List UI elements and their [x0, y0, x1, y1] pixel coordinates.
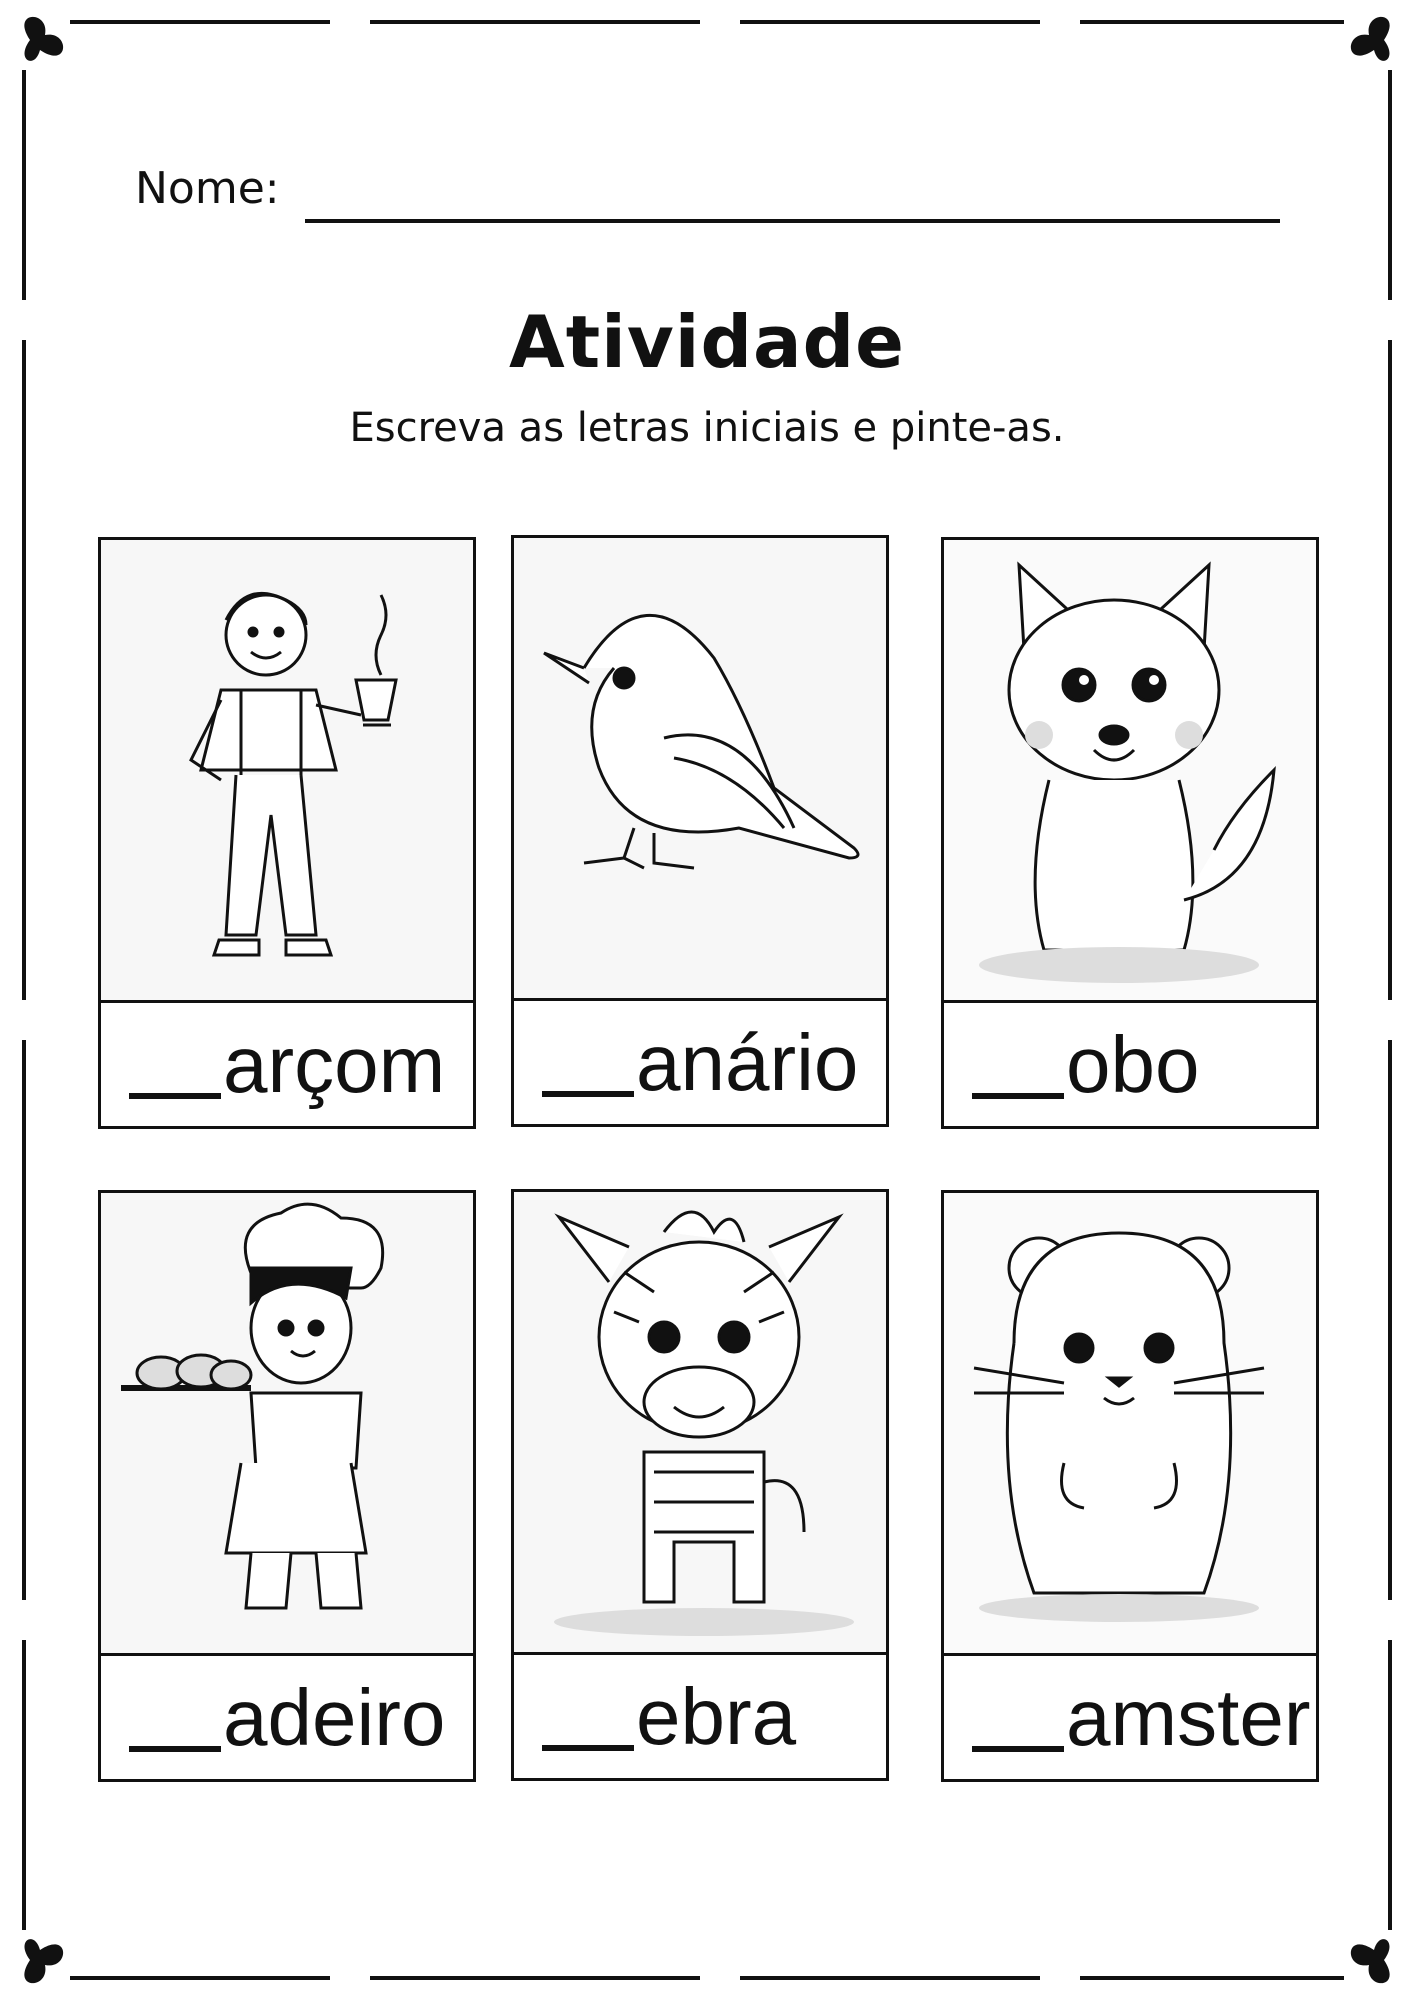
- word-ending: adeiro: [223, 1672, 446, 1762]
- hamster-icon: [944, 1193, 1316, 1656]
- word-prompt[interactable]: [101, 1003, 473, 1126]
- word-prompt[interactable]: [944, 1003, 1316, 1126]
- activity-card: [98, 537, 476, 1129]
- word-prompt[interactable]: [944, 1656, 1316, 1779]
- wolf-icon: [944, 540, 1316, 1003]
- zebra-icon: [514, 1192, 886, 1655]
- page-title: Atividade: [509, 300, 905, 384]
- letter-blank[interactable]: [542, 1683, 634, 1751]
- word-ending: amster: [1066, 1672, 1311, 1762]
- activity-card: [511, 535, 889, 1127]
- activity-card: [511, 1189, 889, 1781]
- corner-ornament-top-right-icon: [1351, 17, 1390, 61]
- letter-blank[interactable]: [972, 1031, 1064, 1099]
- activity-card: [941, 537, 1319, 1129]
- corner-ornament-bottom-right-icon: [1351, 1939, 1390, 1983]
- name-field[interactable]: [135, 163, 1285, 223]
- activity-card: [98, 1190, 476, 1782]
- bird-icon: [514, 538, 886, 1001]
- word-ending: ebra: [636, 1671, 797, 1761]
- name-write-line[interactable]: [305, 219, 1280, 223]
- word-prompt[interactable]: [514, 1655, 886, 1778]
- letter-blank[interactable]: [542, 1029, 634, 1097]
- word-ending: obo: [1066, 1019, 1200, 1109]
- word-prompt[interactable]: [514, 1001, 886, 1124]
- letter-blank[interactable]: [972, 1684, 1064, 1752]
- baker-icon: [101, 1193, 473, 1656]
- waiter-icon: [101, 540, 473, 1003]
- corner-ornament-bottom-left-icon: [24, 1939, 63, 1983]
- instruction-text: Escreva as letras iniciais e pinte-as.: [349, 405, 1065, 451]
- word-ending: arçom: [223, 1019, 446, 1109]
- corner-ornament-top-left-icon: [24, 17, 63, 61]
- word-ending: anário: [636, 1017, 859, 1107]
- letter-blank[interactable]: [129, 1031, 221, 1099]
- letter-blank[interactable]: [129, 1684, 221, 1752]
- word-prompt[interactable]: [101, 1656, 473, 1779]
- activity-card: [941, 1190, 1319, 1782]
- name-label: Nome:: [135, 163, 280, 214]
